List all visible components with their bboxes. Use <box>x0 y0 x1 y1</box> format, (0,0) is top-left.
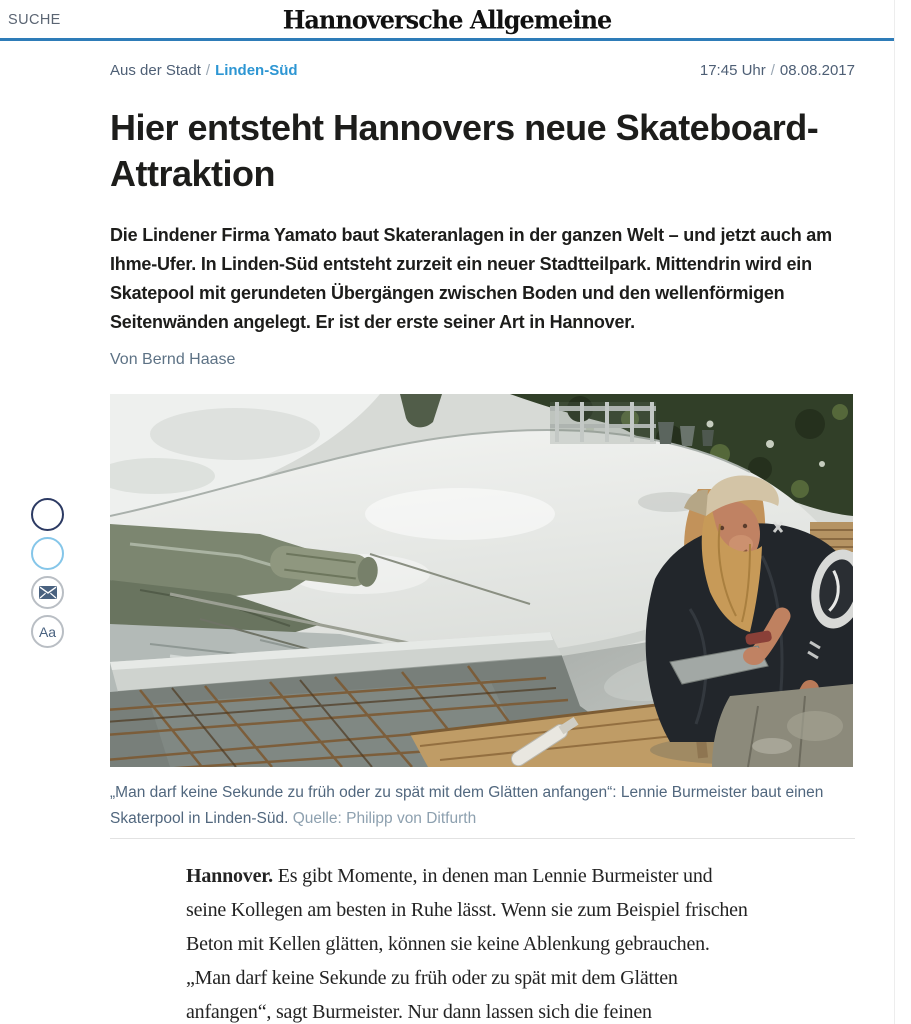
photo-caption <box>110 780 834 832</box>
breadcrumb-topic[interactable]: Linden-Süd <box>215 62 298 79</box>
article-lead: Die Lindener Firma Yamato baut Skateranlagen in der ganzen Welt – und jetzt auch am Ihme-Ufer. In Linden-Süd entsteht zurzeit ein neuer Stadtteilpark. Mittendrin wird ein Skatepool mit gerundeten Übergängen zwischen Boden und den wellenförmigen Seitenwänden angelegt. Er ist der erste seiner Art in Hannover. <box>110 225 832 332</box>
breadcrumb <box>110 62 298 79</box>
caption-source: Quelle: Philipp von Ditfurth <box>292 810 477 827</box>
section-divider <box>110 838 855 839</box>
article-body <box>186 859 754 1024</box>
article-headline: Hier entsteht Hannovers neue Skateboard-Attraktion <box>110 107 819 194</box>
share-rail <box>31 498 64 648</box>
breadcrumb-section[interactable]: Aus der Stadt <box>110 62 201 79</box>
dateline <box>700 62 855 79</box>
envelope-icon <box>39 586 57 599</box>
dateline-date: 08.08.2017 <box>779 62 855 79</box>
email-share-icon[interactable] <box>31 576 64 609</box>
body-paragraph: Es gibt Momente, in denen man Lennie Burmeister und seine Kollegen am besten in Ruhe lässt. Wenn sie zum Beispiel frischen Beton mit Kellen glätten, können sie keine Ablenkung gebrauchen. „Man darf keine Sekunde zu früh oder zu spät mit dem Glätten anfangen“, sagt Burmeister. Nur dann lassen sich die feinen <box>186 865 748 1023</box>
article-photo-illustration <box>110 394 853 767</box>
scrollbar-track[interactable] <box>894 0 911 1024</box>
newspaper-logo[interactable]: Hannoversche Allgemeine <box>282 4 612 35</box>
font-size-icon[interactable] <box>31 615 64 648</box>
site-header <box>0 0 894 41</box>
article-page <box>110 62 855 1024</box>
dateline-time: 17:45 Uhr <box>699 62 766 79</box>
meta-row <box>110 62 855 79</box>
article-byline: Von Bernd Haase <box>110 351 236 368</box>
breadcrumb-separator: / <box>205 62 211 79</box>
caption-text: „Man darf keine Sekunde zu früh oder zu spät mit dem Glätten anfangen“: Lennie Burmeister baut einen Skaterpool in Linden-Süd. <box>110 784 824 827</box>
body-location: Hannover. <box>186 865 273 887</box>
search-button[interactable]: SUCHE <box>8 12 61 28</box>
dateline-separator: / <box>770 62 775 79</box>
article-figure <box>110 394 853 832</box>
facebook-share-icon[interactable] <box>31 498 64 531</box>
font-size-label: Aa <box>38 623 57 640</box>
twitter-share-icon[interactable] <box>31 537 64 570</box>
